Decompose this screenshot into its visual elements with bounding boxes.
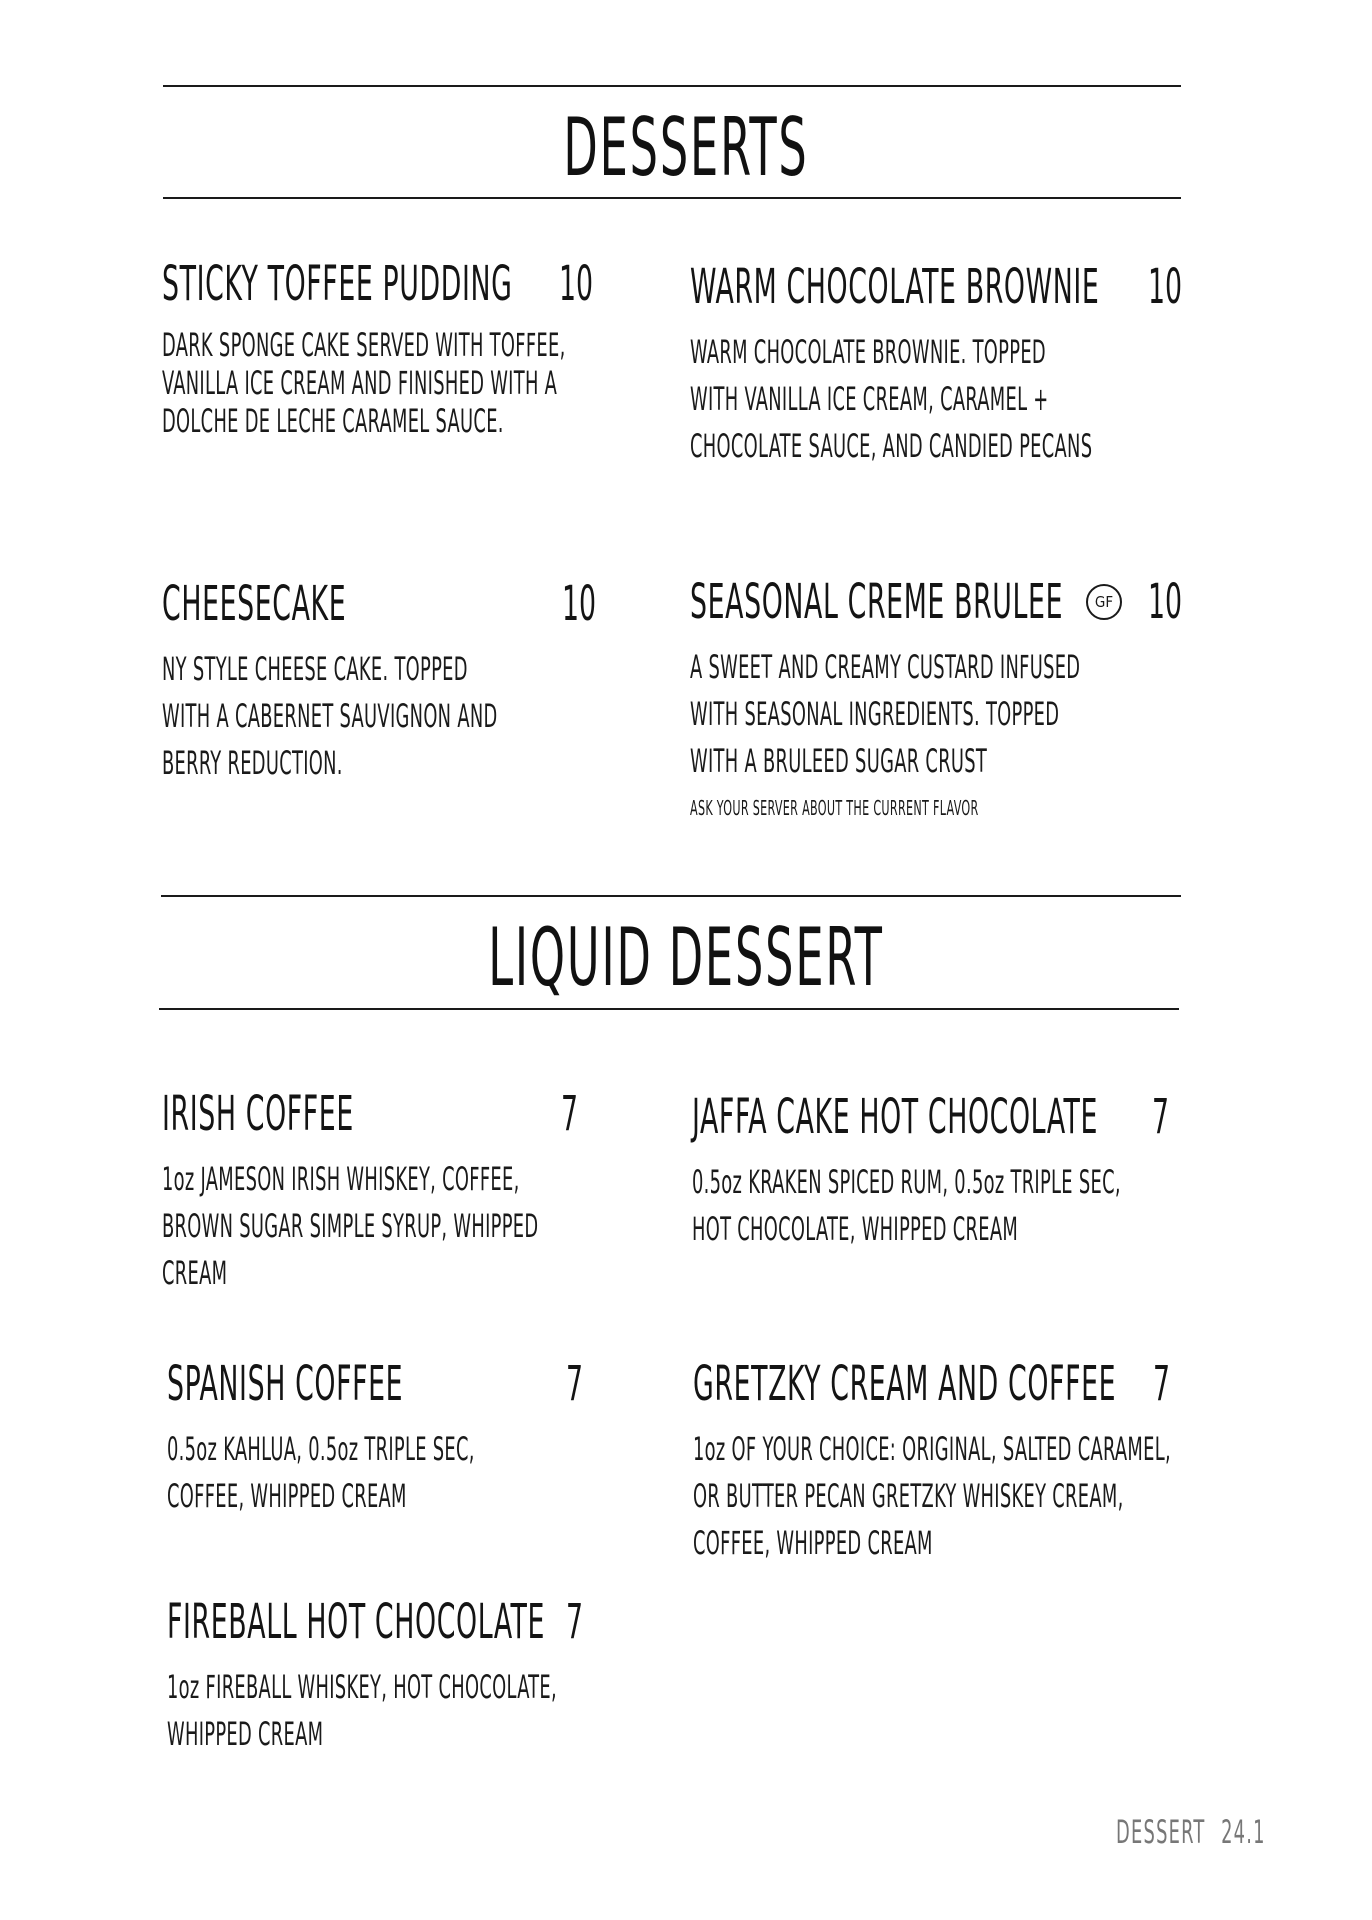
description-line: CHOCOLATE SAUCE, AND CANDIED PECANS bbox=[690, 427, 1093, 465]
description-line: DARK SPONGE CAKE SERVED WITH TOFFEE, bbox=[162, 326, 566, 364]
item-description bbox=[167, 1664, 557, 1758]
desserts-top-rule bbox=[163, 85, 1181, 87]
description-line: DOLCHE DE LECHE CARAMEL SAUCE. bbox=[162, 402, 504, 440]
menu-item-cheesecake bbox=[162, 576, 602, 782]
description-line: CREAM bbox=[162, 1254, 228, 1292]
item-name: WARM CHOCOLATE BROWNIE bbox=[690, 259, 1100, 315]
description-line: OR BUTTER PECAN GRETZKY WHISKEY CREAM, bbox=[693, 1477, 1124, 1515]
item-note: ASK YOUR SERVER ABOUT THE CURRENT FLAVOR bbox=[690, 796, 979, 820]
item-description bbox=[167, 1426, 475, 1520]
item-name: FIREBALL HOT CHOCOLATE bbox=[167, 1594, 546, 1650]
item-price: 10 bbox=[559, 256, 594, 312]
menu-item-gretzky-cream-and-coffee bbox=[693, 1356, 1213, 1580]
item-name: IRISH COFFEE bbox=[162, 1086, 354, 1142]
menu-item-jaffa-cake-hot-chocolate bbox=[692, 1089, 1192, 1293]
description-line: 1oz OF YOUR CHOICE: ORIGINAL, SALTED CARAMEL, bbox=[693, 1430, 1171, 1468]
description-line: 1oz JAMESON IRISH WHISKEY, COFFEE, bbox=[162, 1160, 520, 1198]
description-line: WITH A BRULEED SUGAR CRUST bbox=[690, 742, 988, 780]
item-description bbox=[690, 329, 1092, 470]
description-line: HOT CHOCOLATE, WHIPPED CREAM bbox=[692, 1210, 1019, 1248]
item-price: 10 bbox=[1148, 259, 1183, 315]
menu-item-spanish-coffee bbox=[167, 1356, 607, 1560]
desserts-title: DESSERTS bbox=[563, 101, 809, 194]
item-name: JAFFA CAKE HOT CHOCOLATE bbox=[692, 1089, 1099, 1145]
description-line: WITH SEASONAL INGREDIENTS. TOPPED bbox=[690, 695, 1060, 733]
description-line: WARM CHOCOLATE BROWNIE. TOPPED bbox=[690, 333, 1046, 371]
description-line: WHIPPED CREAM bbox=[167, 1715, 324, 1753]
description-line: WITH A CABERNET SAUVIGNON AND bbox=[162, 697, 498, 735]
liquid-dessert-top-rule bbox=[161, 895, 1181, 897]
item-description bbox=[692, 1159, 1121, 1253]
description-line: NY STYLE CHEESE CAKE. TOPPED bbox=[162, 650, 468, 688]
footer-version: 24.1 bbox=[1221, 1813, 1266, 1851]
footer-label: DESSERT bbox=[1116, 1813, 1206, 1851]
menu-item-sticky-toffee-pudding bbox=[162, 256, 602, 460]
item-name: STICKY TOFFEE PUDDING bbox=[162, 256, 513, 312]
item-price: 10 bbox=[1148, 574, 1183, 630]
item-name: SPANISH COFFEE bbox=[167, 1356, 404, 1412]
item-name: SEASONAL CREME BRULEE bbox=[690, 574, 1064, 630]
item-description bbox=[162, 646, 498, 787]
description-line: COFFEE, WHIPPED CREAM bbox=[693, 1524, 933, 1562]
menu-item-irish-coffee bbox=[162, 1086, 602, 1292]
menu-item-seasonal-creme-brulee bbox=[690, 574, 1190, 828]
description-line: COFFEE, WHIPPED CREAM bbox=[167, 1477, 407, 1515]
description-line: BERRY REDUCTION. bbox=[162, 744, 343, 782]
description-line: 1oz FIREBALL WHISKEY, HOT CHOCOLATE, bbox=[167, 1668, 557, 1706]
item-price: 7 bbox=[566, 1356, 584, 1412]
item-price: 10 bbox=[562, 576, 597, 632]
description-line: VANILLA ICE CREAM AND FINISHED WITH A bbox=[162, 364, 558, 402]
item-price: 7 bbox=[1152, 1089, 1170, 1145]
description-line: BROWN SUGAR SIMPLE SYRUP, WHIPPED bbox=[162, 1207, 539, 1245]
item-description bbox=[690, 644, 1080, 785]
item-name: GRETZKY CREAM AND COFFEE bbox=[693, 1356, 1117, 1412]
item-price: 7 bbox=[561, 1086, 579, 1142]
page-footer bbox=[1116, 1813, 1266, 1851]
item-description bbox=[162, 326, 566, 440]
description-line: A SWEET AND CREAMY CUSTARD INFUSED bbox=[690, 648, 1081, 686]
gluten-free-badge: GF bbox=[1086, 584, 1122, 620]
item-name: CHEESECAKE bbox=[162, 576, 347, 632]
item-price: 7 bbox=[1153, 1356, 1171, 1412]
menu-item-warm-chocolate-brownie bbox=[690, 259, 1190, 465]
description-line: 0.5oz KRAKEN SPICED RUM, 0.5oz TRIPLE SEC, bbox=[692, 1163, 1121, 1201]
desserts-bottom-rule bbox=[163, 197, 1181, 199]
menu-item-fireball-hot-chocolate bbox=[167, 1594, 607, 1798]
liquid-dessert-bottom-rule bbox=[159, 1008, 1179, 1010]
liquid-dessert-title: LIQUID DESSERT bbox=[488, 911, 884, 1004]
item-description bbox=[693, 1426, 1171, 1567]
description-line: 0.5oz KAHLUA, 0.5oz TRIPLE SEC, bbox=[167, 1430, 475, 1468]
item-description bbox=[162, 1156, 538, 1297]
item-price: 7 bbox=[566, 1594, 584, 1650]
description-line: WITH VANILLA ICE CREAM, CARAMEL + bbox=[690, 380, 1049, 418]
